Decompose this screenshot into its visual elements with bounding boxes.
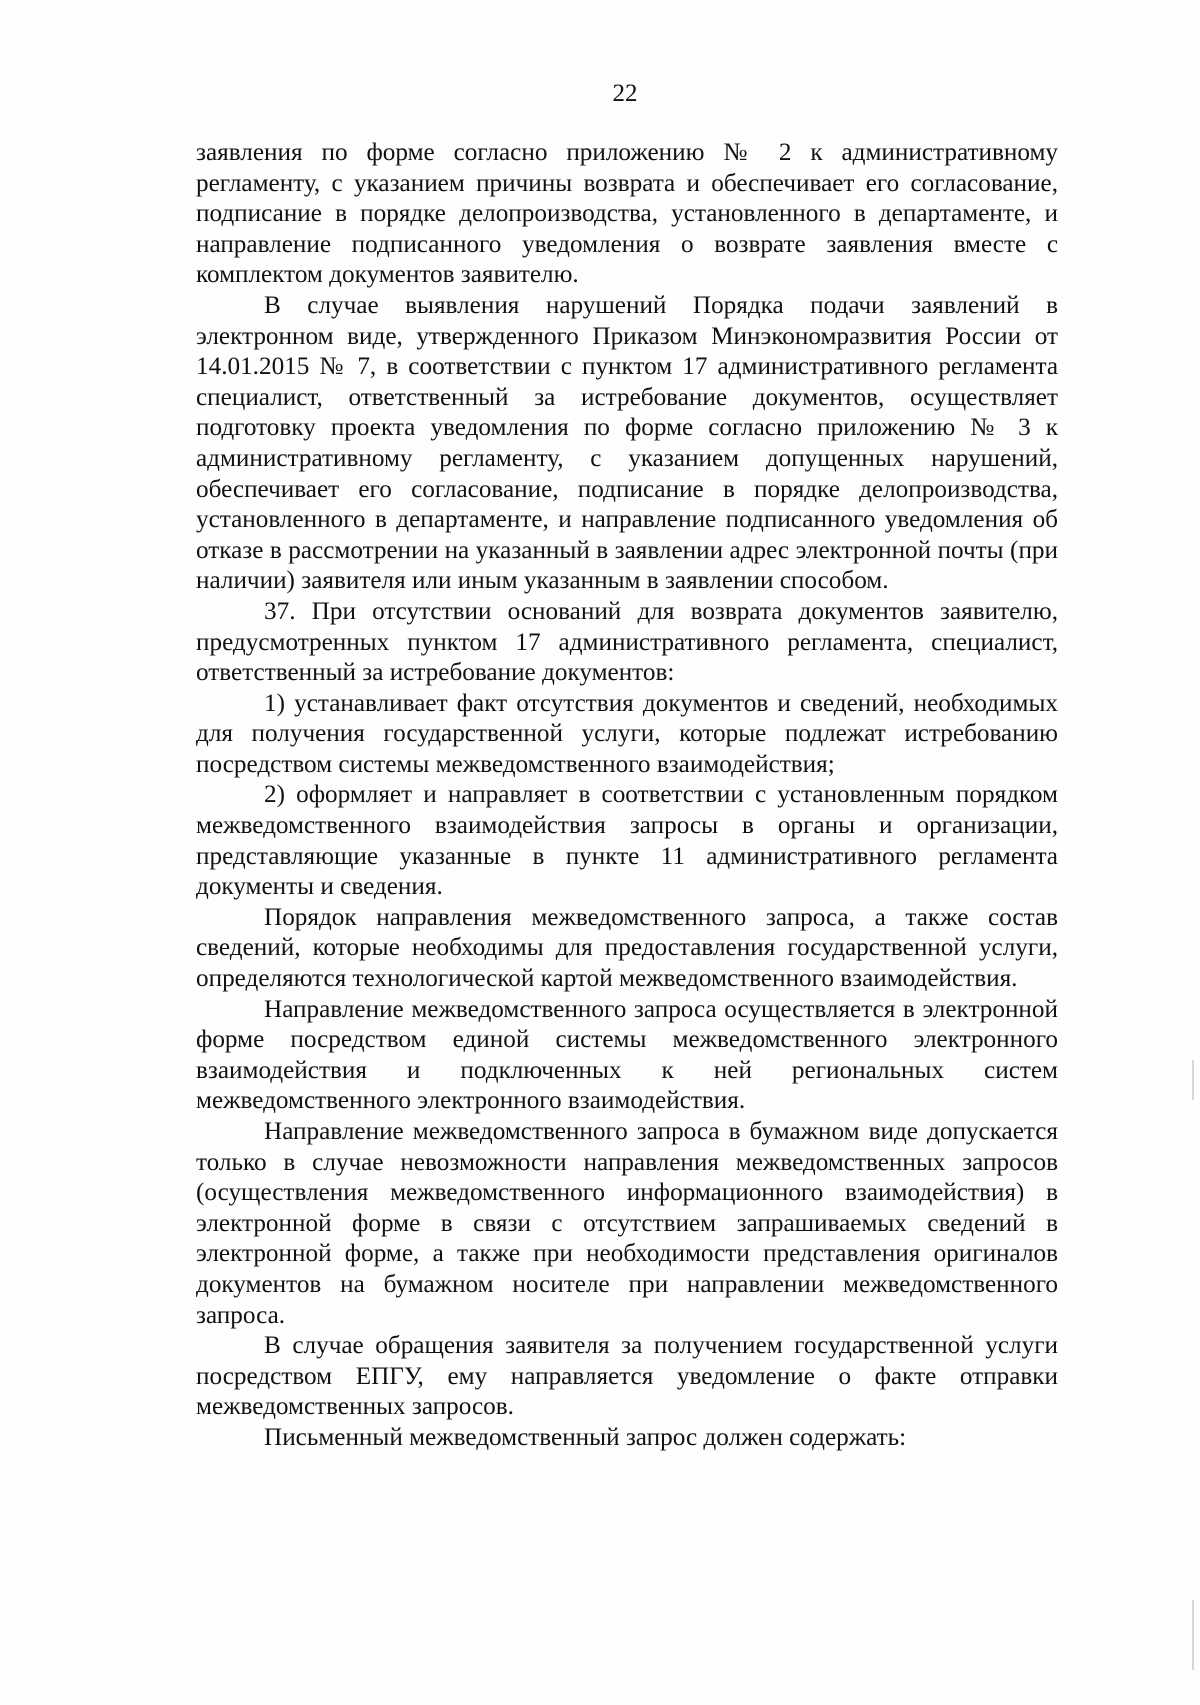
paragraph: 37. При отсутствии оснований для возврата документов заявителю, предусмотренных пунктом 17 административного регламента, специалист, ответственный за истребование документов: bbox=[196, 597, 1058, 687]
paragraph: В случае обращения заявителя за получением государственной услуги посредством ЕПГУ, ему направляется уведомление о факте отправки межведомственных запросов. bbox=[196, 1332, 1058, 1421]
body-text bbox=[196, 138, 1058, 1454]
paragraph: Порядок направления межведомственного запроса, а также состав сведений, которые необходимы для предоставления государственной услуги, определяются технологической картой межведомственного взаимодействия. bbox=[196, 903, 1058, 993]
paragraph: Направление межведомственного запроса осуществляется в электронной форме посредством единой системы межведомственного электронного взаимодействия и подключенных к ней региональных систем межведомственного электронного взаимодействия. bbox=[196, 995, 1058, 1115]
page-number: 22 bbox=[612, 80, 638, 107]
paragraph: В случае выявления нарушений Порядка подачи заявлений в электронном виде, утвержденного Приказом Минэкономразвития России от 14.01.2015 № 7, в соответствии с пунктом 17 административного регламента специалист, ответственный за истребование документов, осуществляет подготовку проекта уведомления по форме согласно приложению № 3 к административному регламенту, с указанием допущенных нарушений, обеспечивает его согласование, подписание в порядке делопроизводства, установленного в департаменте, и направление подписанного уведомления об отказе в рассмотрении на указанный в заявлении адрес электронной почты (при наличии) заявителя или иным указанным в заявлении способом. bbox=[196, 291, 1058, 595]
paragraph: заявления по форме согласно приложению № 2 к административному регламенту, с указанием причины возврата и обеспечивает его согласование, подписание в порядке делопроизводства, установленного в департаменте, и направление подписанного уведомления о возврате заявления вместе с комплектом документов заявителю. bbox=[196, 139, 1058, 289]
paragraph: 2) оформляет и направляет в соответствии с установленным порядком межведомственного взаимодействия запросы в органы и организации, представляющие указанные в пункте 11 административного регламента документы и сведения. bbox=[196, 781, 1058, 901]
scan-edge-mark bbox=[1192, 1600, 1194, 1670]
paragraph: 1) устанавливает факт отсутствия документов и сведений, необходимых для получения государственной услуги, которые подлежат истребованию посредством системы межведомственного взаимодействия; bbox=[196, 689, 1058, 778]
scan-edge-mark bbox=[1192, 1060, 1194, 1100]
paragraph: Письменный межведомственный запрос должен содержать: bbox=[264, 1423, 907, 1451]
paragraph: Направление межведомственного запроса в бумажном виде допускается только в случае невозможности направления межведомственных запросов (осуществления межведомственного информационного взаимодействия) в электронной форме в связи с отсутствием запрашиваемых сведений в электронной форме, а также при необходимости представления оригиналов документов на бумажном носителе при направлении межведомственного запроса. bbox=[196, 1118, 1058, 1329]
